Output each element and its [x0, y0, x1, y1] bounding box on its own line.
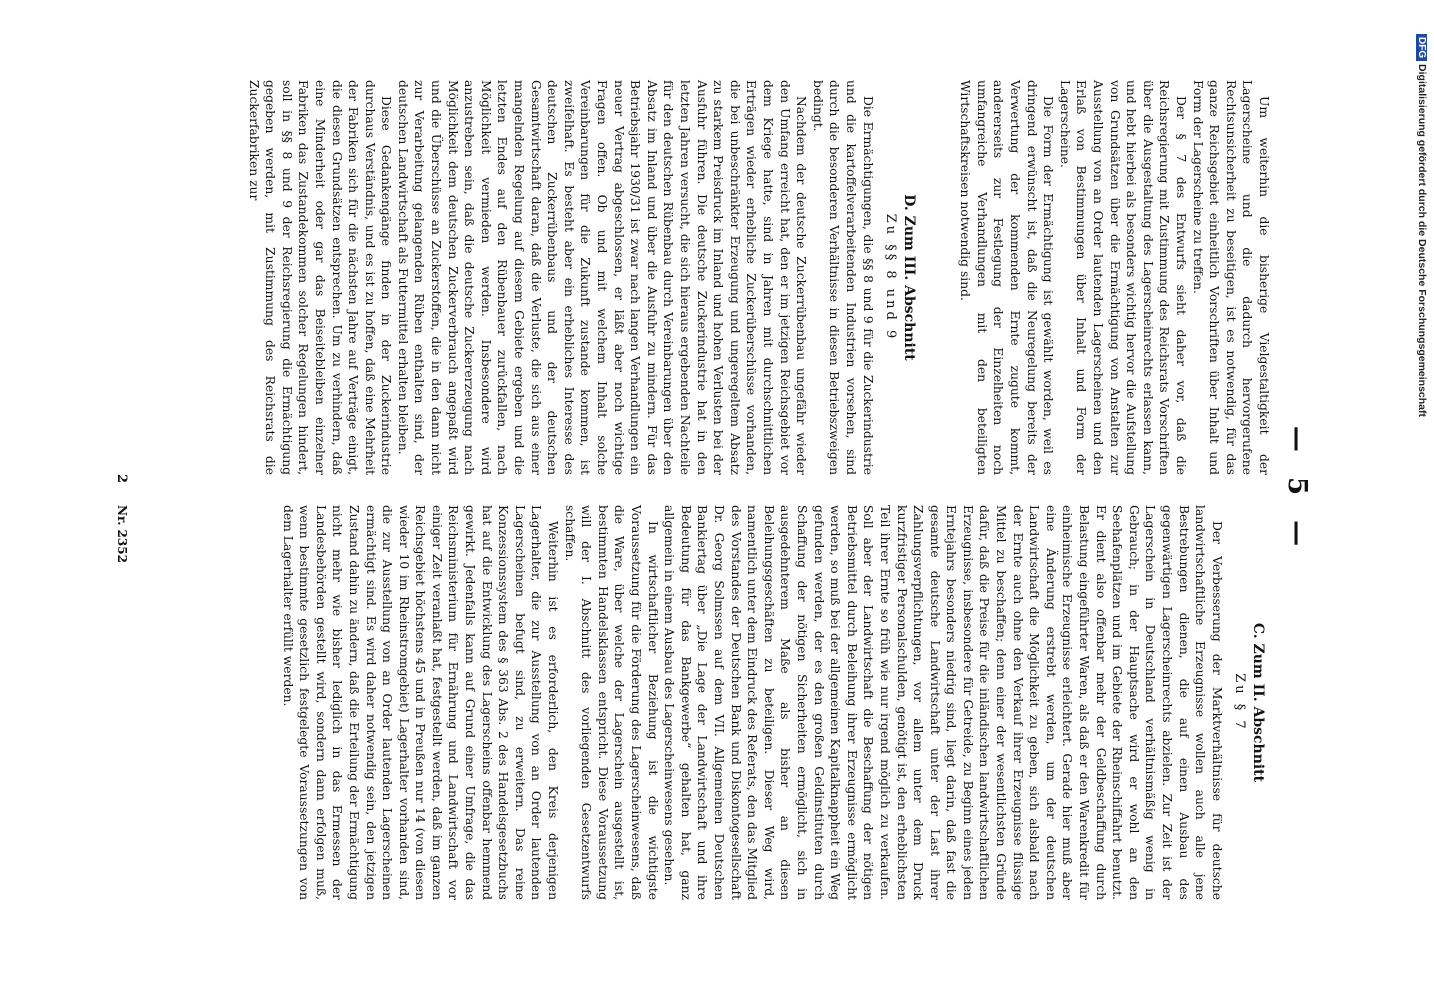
- section-c-title: C. Zum II. Abschnitt: [1250, 622, 1266, 783]
- page-number: — 5 —: [1282, 425, 1312, 555]
- left-column: [279, 505, 1272, 900]
- digitization-sidebar: [1408, 20, 1434, 980]
- paragraph: Der Verbesserung der Marktverhältnisse für deutsche landwirtschaftliche Erzeugnisse wollen auch alle jene Bestrebungen dienen, die auf einen Ausbau des gegenwärtigen Lagerscheinrechts abzielen. Zur Zeit ist der Lagerschein in Deutschland verhältnismäßig wenig in Gebrauch; in der Hauptsache wird er wohl an den Seehafenplätzen und im Gebiete der Rheinschiffahrt benutzt. Er dient also offenbar mehr der Geldbeschaffung durch Belastung eingeführter Waren, als daß er den Warenkredit für einheimische Erzeugnisse erleichtert. Gerade hier muß aber eine Änderung erstrebt werden, um der deutschen Landwirtschaft die Möglichkeit zu geben, sich alsbald nach der Ernte auch ohne den Verkauf ihrer Erzeugnisse flüssige Mittel zu beschaffen; denn einer der wesentlichsten Gründe dafür, daß die Preise für die inländischen landwirtschaftlichen Erzeugnisse, insbesondere für Getreide, zu Beginn eines jeden Erntejahrs besonders niedrig sind, liegt darin, daß fast die gesamte deutsche Landwirtschaft unter der Last ihrer Zahlungsverpflichtungen, vor allem unter dem Druck kurzfristiger Personalschulden, genötigt ist, den erheblichsten Teil ihrer Ernte so früh wie nur irgend möglich zu verkaufen. Soll aber der Landwirtschaft die Beschaffung der nötigen Betriebsmittel durch Beleihung ihrer Erzeugnisse ermöglicht werden, so muß bei der allgemeinen Kapitalknappheit ein Weg gefunden werden, der es den großen Geldinstituten durch Schaffung der nötigen Sicherheiten ermöglicht, sich in ausgedehnterem Maße als bisher an diesen Beleihungsgeschäften zu beteiligen. Dieser Weg wird, namentlich unter dem Eindruck des Referats, den das Mitglied des Vorstandes der Deutschen Bank und Diskontogesellschaft Dr. Georg Solmssen auf dem VII. Allgemeinen Deutschen Bankiertag über „Die Lage der Landwirtschaft und ihre Bedeutung für das Bankgewerbe“ gehalten hat, ganz allgemein in einem Ausbau des Lagerscheinwesens gesehen.: [662, 505, 1224, 900]
- paragraph: Nachdem der deutsche Zuckerrübenbau ungefähr wieder den Umfang erreicht hat, den er im jetzigen Reichsgebiet vor dem Kriege hatte, sind in Jahren mit durchschnittlichen Erträgen wieder erhebliche Zuckerüberschüsse vorhanden, die bei unbeschränkter Erzeugung und ungeregeltem Absatz zu starkem Preisdruck im Inland und hohen Verlusten bei der Ausfuhr führen. Die deutsche Zuckerindustrie hat in den letzten Jahren versucht, die sich hieraus ergebenden Nachteile für den deutschen Rübenbau durch Vereinbarungen über den Absatz im Inland und über die Ausfuhr zu mindern. Für das Betriebsjahr 1930/31 ist zwar nach langen Verhandlungen ein neuer Vertrag abgeschlossen, er läßt aber noch wichtige Fragen offen. Ob und mit welchem Inhalt solche Vereinbarungen für die Zukunft zustande kommen, ist zweifelhaft. Es besteht aber ein erhebliches Interesse des deutschen Zuckerrübenbaus und der deutschen Gesamtwirtschaft daran, daß die Verluste, die sich aus einer mangelnden Regelung auf diesem Gebiete ergeben und die letzten Endes auf den Rübenbauer zurückfallen, nach Möglichkeit vermieden werden. Insbesondere wird anzustreben sein, daß die deutsche Zuckererzeugung nach Möglichkeit dem deutschen Zuckerverbrauch angepaßt wird und die Überschüsse an Zuckerstoffen, die in den dann nicht zur Verarbeitung gelangenden Rüben enthalten sind, der deutschen Landwirtschaft als Futtermittel erhalten bleiben.: [395, 80, 809, 475]
- paragraph: Diese Gedankengänge finden in der Zuckerindustrie durchaus Verständnis, und es ist zu hoffen, daß eine Mehrheit der Fabriken sich für die nächsten Jahre auf Verträge einigt, die diesen Grundsätzen entsprechen. Um zu verhindern, daß eine Minderheit oder gar das Beiseitebleiben einzelner Fabriken das Zustandekommen solcher Regelungen hindert, soll in §§ 8 und 9 der Reichsregierung die Ermächtigung gegeben werden, mit Zustimmung des Reichsrats die Zuckerfabriken zur: [246, 80, 394, 475]
- paragraph: Der § 7 des Entwurfs sieht daher vor, daß die Reichsregierung mit Zustimmung des Reichsrats Vorschriften über die Ausgestaltung des Lagerscheinrechts erlassen kann, und hebt hierbei als besonders wichtig hervor die Aufstellung von Grundsätzen über die Ermächtigung von Anstalten zur Ausstellung von an Order lautenden Lagerscheinen und den Erlaß von Bestimmungen über Inhalt und Form der Lagerscheine.: [1057, 80, 1189, 475]
- dfg-logo: DFG: [1416, 34, 1427, 61]
- paragraph: In wirtschaftlicher Beziehung ist die wichtigste Voraussetzung für die Förderung des Lagerscheinwesens, daß die Ware, über welche der Lagerschein ausgestellt ist, bestimmten Handelsklassen entspricht. Diese Voraussetzung will der I. Abschnitt des vorliegenden Gesetzentwurfs schaffen.: [562, 505, 660, 900]
- section-d-title: D. Zum III. Abschnitt: [900, 194, 917, 361]
- digitization-text: Digitalisierung gefördert durch die Deutsche Forschungsgemeinschaft: [1416, 64, 1428, 418]
- paragraph: Die Form der Ermächtigung ist gewählt worden, weil es dringend erwünscht ist, daß die Neuregelung bereits der Verwertung der kommenden Ernte zugute kommt, andererseits zur Festlegung der Einzelheiten noch umfangreiche Verhandlungen mit den beteiligten Wirtschaftskreisen notwendig sind.: [958, 80, 1056, 475]
- sheet-number: 2: [114, 474, 129, 484]
- section-c-subtitle: Zu § 7: [1232, 673, 1248, 732]
- paragraph: Weiterhin ist es erforderlich, den Kreis derjenigen Lagerhalter, die zur Ausstellung von an Order lautenden Lagerscheinen befugt sind, zu erweitern. Das reine Konzessionssystem des § 363 Abs. 2 des Handelsgesetzbuchs hat auf die Entwicklung des Lagerscheins offenbar hemmend gewirkt. Jedenfalls kann auf Grund einer Umfrage, die das Reichsministerium für Ernährung und Landwirtschaft vor einiger Zeit veranlaßt hat, festgestellt werden, daß im ganzen Reichsgebiet höchstens 45 und in Preußen nur 14 (von diesen wieder 10 im Rheinstromgebiet) Lagerhalter vorhanden sind, die zur Ausstellung von an Order lautenden Lagerscheinen ermächtigt sind. Es wird daher notwendig sein, den jetzigen Zustand dahin zu ändern, daß die Erteilung der Ermächtigung nicht mehr wie bisher lediglich in das Ermessen der Landesbehörden gestellt wird, sondern dann erfolgen muß, wenn bestimmte gesetzlich festgelegte Voraussetzungen von dem Lagerhalter erfüllt werden.: [280, 505, 561, 900]
- paragraph: Um weiterhin die bisherige Vielgestaltigkeit der Lagerscheine und die dadurch hervorgerufene Rechtsunsicherheit zu beseitigen, ist es notwendig, für das ganze Reichsgebiet einheitlich Vorschriften über Inhalt und Form der Lagerscheine zu treffen.: [1190, 80, 1271, 475]
- right-column: [245, 80, 1272, 475]
- rotated-page: [107, 80, 1317, 900]
- section-d-subtitle: Zu §§ 8 und 9: [883, 213, 899, 342]
- paragraph: Die Ermächtigungen, die §§ 8 und 9 für die Zuckerindustrie und die kartoffelverarbeitenden Industrien vorsehen, sind durch die besonderen Verhältnisse in diesen Betriebszweigen bedingt.: [810, 80, 875, 475]
- digitization-note: [1416, 30, 1428, 417]
- document-number: Nr. 2352: [115, 505, 129, 563]
